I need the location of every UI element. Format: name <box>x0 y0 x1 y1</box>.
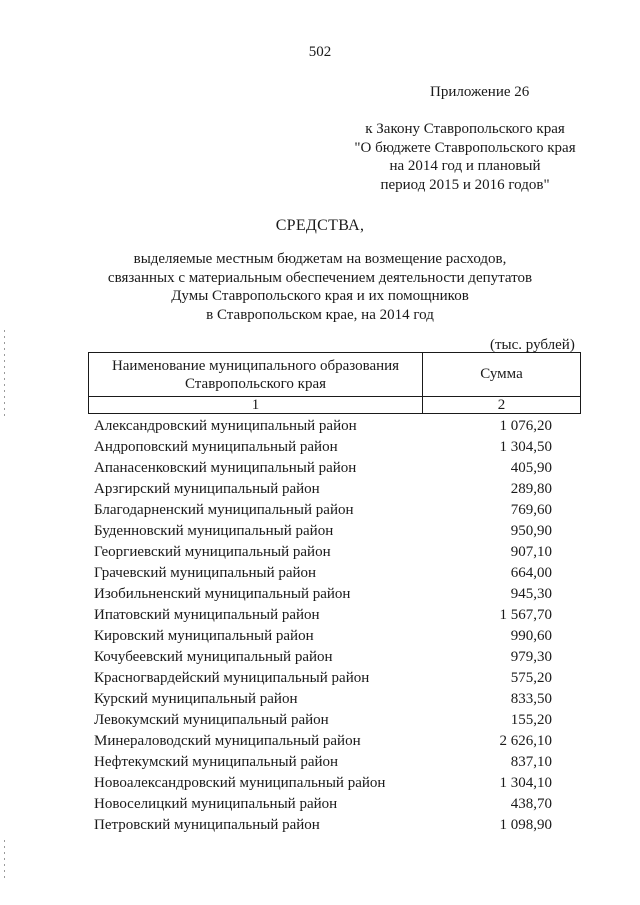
municipality-name: Буденновский муниципальный район <box>94 523 334 539</box>
table-row <box>94 605 552 626</box>
table-row <box>94 773 552 794</box>
municipality-name: Ипатовский муниципальный район <box>94 607 320 623</box>
subtitle-line: связанных с материальным обеспечением деятельности депутатов <box>107 269 533 286</box>
appendix-title: Приложение 26 <box>430 84 530 100</box>
amount-value: 1 098,90 <box>499 817 552 833</box>
table-row <box>94 437 552 458</box>
table-row <box>94 752 552 773</box>
document-title: СРЕДСТВА, <box>275 217 365 234</box>
amount-value: 769,60 <box>510 502 552 518</box>
table-row <box>94 710 552 731</box>
subtitle-line: Думы Ставропольского края и их помощников <box>171 288 469 304</box>
column-number: 1 <box>89 397 423 414</box>
municipality-name: Кочубеевский муниципальный район <box>94 649 333 665</box>
municipality-name: Минераловодский муниципальный район <box>94 733 361 749</box>
table-row <box>94 647 552 668</box>
municipality-name: Курский муниципальный район <box>94 691 298 707</box>
municipality-name: Красногвардейский муниципальный район <box>94 670 370 686</box>
amount-value: 1 567,70 <box>499 607 552 623</box>
amount-value: 990,60 <box>510 628 552 644</box>
municipality-name: Благодарненский муниципальный район <box>94 502 354 518</box>
header-name-line: Наименование муниципального образования <box>111 357 400 374</box>
municipality-name: Новоселицкий муниципальный район <box>94 796 338 812</box>
document-subtitle <box>0 250 640 324</box>
municipality-name: Левокумский муниципальный район <box>94 712 329 728</box>
header-name-line: Ставропольского края <box>185 375 326 392</box>
amount-value: 950,90 <box>510 523 552 539</box>
amount-value: 2 626,10 <box>499 733 552 749</box>
header-sum-cell: Сумма <box>423 353 581 397</box>
law-reference-line: на 2014 год и плановый <box>389 158 541 174</box>
municipality-name: Кировский муниципальный район <box>94 628 314 644</box>
law-reference-line: период 2015 и 2016 годов" <box>380 176 550 193</box>
law-reference-line: "О бюджете Ставропольского края <box>354 139 576 156</box>
table-row <box>94 416 552 437</box>
page-number: 502 <box>308 44 332 60</box>
scan-margin-mark <box>4 330 5 420</box>
municipality-name: Арзгирский муниципальный район <box>94 481 320 497</box>
table-row <box>94 731 552 752</box>
subtitle-line: выделяемые местным бюджетам на возмещение расходов, <box>133 251 507 267</box>
table-row <box>94 794 552 815</box>
law-reference <box>340 120 590 194</box>
header-name-cell <box>89 353 423 397</box>
amount-value: 405,90 <box>510 460 552 476</box>
municipality-name: Нефтекумский муниципальный район <box>94 754 339 770</box>
municipality-name: Грачевский муниципальный район <box>94 565 317 581</box>
table-header <box>88 352 581 414</box>
table-row <box>94 815 552 836</box>
subtitle-line: в Ставропольском крае, на 2014 год <box>206 306 434 323</box>
amount-value: 907,10 <box>510 544 552 560</box>
municipality-name: Андроповский муниципальный район <box>94 439 338 455</box>
amount-value: 664,00 <box>510 565 552 581</box>
amount-value: 289,80 <box>510 481 552 497</box>
scan-margin-mark <box>4 840 5 880</box>
amount-value: 837,10 <box>510 754 552 770</box>
table-body <box>94 416 552 836</box>
amount-value: 979,30 <box>510 649 552 665</box>
amount-value: 438,70 <box>510 796 552 812</box>
amount-value: 155,20 <box>510 712 552 728</box>
amount-value: 575,20 <box>510 670 552 686</box>
municipality-name: Новоалександровский муниципальный район <box>94 775 386 791</box>
municipality-name: Александровский муниципальный район <box>94 418 357 434</box>
amount-value: 833,50 <box>510 691 552 707</box>
table-row <box>94 668 552 689</box>
amount-value: 945,30 <box>510 586 552 602</box>
municipality-name: Изобильненский муниципальный район <box>94 586 351 602</box>
amount-value: 1 304,10 <box>499 775 552 791</box>
table-row <box>94 542 552 563</box>
municipality-name: Апанасенковский муниципальный район <box>94 460 357 476</box>
table-row <box>94 458 552 479</box>
amount-value: 1 076,20 <box>499 418 552 434</box>
table-row <box>94 563 552 584</box>
table-row <box>94 479 552 500</box>
column-number: 2 <box>423 397 581 414</box>
table-row <box>94 500 552 521</box>
law-reference-line: к Закону Ставропольского края <box>365 121 565 137</box>
table-row <box>94 521 552 542</box>
units-label: (тыс. рублей) <box>490 337 575 353</box>
amount-value: 1 304,50 <box>499 439 552 455</box>
table-row <box>94 689 552 710</box>
table-row <box>94 626 552 647</box>
table-row <box>94 584 552 605</box>
municipality-name: Георгиевский муниципальный район <box>94 544 331 560</box>
municipality-name: Петровский муниципальный район <box>94 817 320 833</box>
